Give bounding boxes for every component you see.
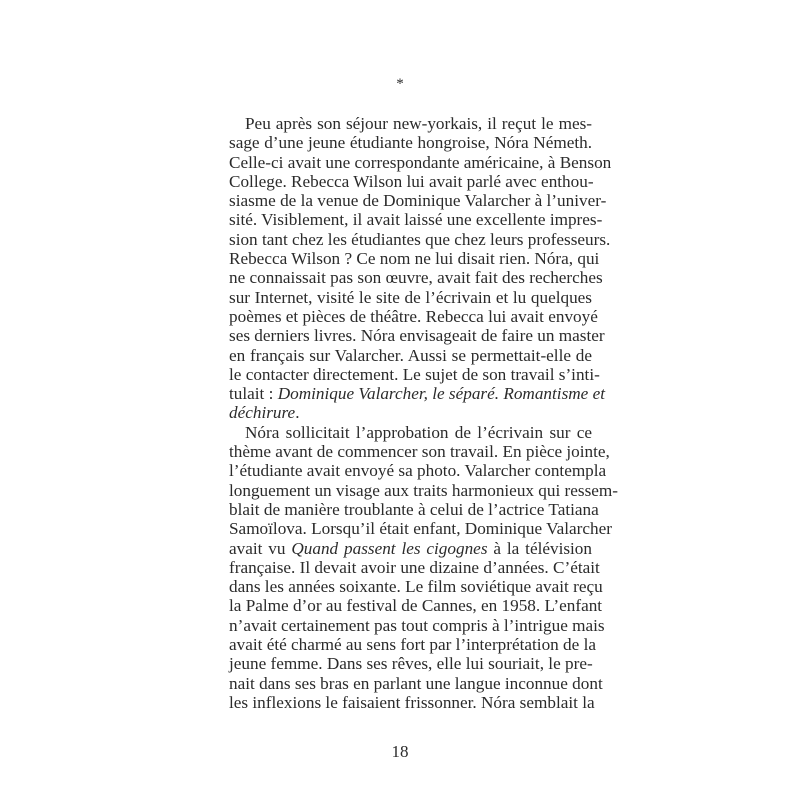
text-line: le contacter directement. Le sujet de son travail s’inti- — [229, 364, 600, 384]
text-line: blait de manière troublante à celui de l’actrice Tatiana — [229, 499, 599, 519]
text-line: jeune femme. Dans ses rêves, elle lui souriait, le pre- — [229, 654, 593, 674]
text-line: sage d’une jeune étudiante hongroise, Nóra Németh. — [229, 133, 592, 153]
page-number: 18 — [391, 742, 409, 761]
text-line: Celle-ci avait une correspondante américaine, à Benson — [229, 152, 612, 172]
text-fragment: à la télévision — [487, 538, 592, 558]
text-line: siasme de la venue de Dominique Valarcher à l’univer- — [229, 191, 607, 211]
text-line: College. Rebecca Wilson lui avait parlé avec enthou- — [229, 171, 594, 191]
text-line: Peu après son séjour new-yorkais, il reçut le mes- — [245, 114, 592, 133]
text-line — [229, 384, 606, 404]
text-line: la Palme d’or au festival de Cannes, en 1958. L’enfant — [229, 596, 603, 616]
film-title: Quand passent les cigognes — [291, 538, 488, 558]
text-line: en français sur Valarcher. Aussi se permettait-elle de — [229, 345, 592, 365]
text-line: nait dans ses bras en parlant une langue inconnue dont — [229, 673, 603, 693]
text-fragment: avait vu — [229, 538, 292, 558]
work-title: déchirure — [229, 403, 296, 423]
text-line: thème avant de commencer son travail. En pièce jointe, — [229, 442, 610, 462]
text-line: Rebecca Wilson ? Ce nom ne lui disait rien. Nóra, qui — [229, 249, 600, 269]
body-text — [229, 114, 619, 712]
text-line: sion tant chez les étudiantes que chez leurs professeurs. — [229, 229, 611, 249]
text-line: dans les années soixante. Le film soviétique avait reçu — [229, 577, 603, 597]
text-line — [229, 403, 592, 422]
text-line: ne connaissait pas son œuvre, avait fait des recherches — [229, 268, 603, 288]
text-line: n’avait certainement pas tout compris à l’intrigue mais — [229, 615, 605, 635]
section-separator: * — [396, 76, 404, 92]
text-line: longuement un visage aux traits harmonieux qui ressem- — [229, 480, 619, 500]
text-line: française. Il devait avoir une dizaine d’années. C’était — [229, 557, 600, 577]
text-line: les inflexions le faisaient frissonner. Nóra semblait la — [229, 692, 595, 712]
text-line — [229, 539, 592, 558]
text-line: poèmes et pièces de théâtre. Rebecca lui avait envoyé — [229, 306, 598, 326]
text-line: l’étudiante avait envoyé sa photo. Valarcher contempla — [229, 461, 607, 481]
text-line: ses derniers livres. Nóra envisageait de faire un master — [229, 326, 605, 346]
text-line: Samoïlova. Lorsqu’il était enfant, Dominique Valarcher — [229, 519, 612, 539]
text-fragment: . — [295, 403, 300, 423]
text-line: Nóra sollicitait l’approbation de l’écrivain sur ce — [245, 422, 592, 442]
work-title: Dominique Valarcher, le séparé. Romantisme et — [277, 384, 606, 404]
text-line: avait été charmé au sens fort par l’interprétation de la — [229, 635, 596, 655]
text-fragment: tulait : — [229, 384, 278, 404]
text-line: sité. Visiblement, il avait laissé une excellente impres- — [229, 210, 603, 230]
text-line: sur Internet, visité le site de l’écrivain et lu quelques — [229, 287, 592, 307]
